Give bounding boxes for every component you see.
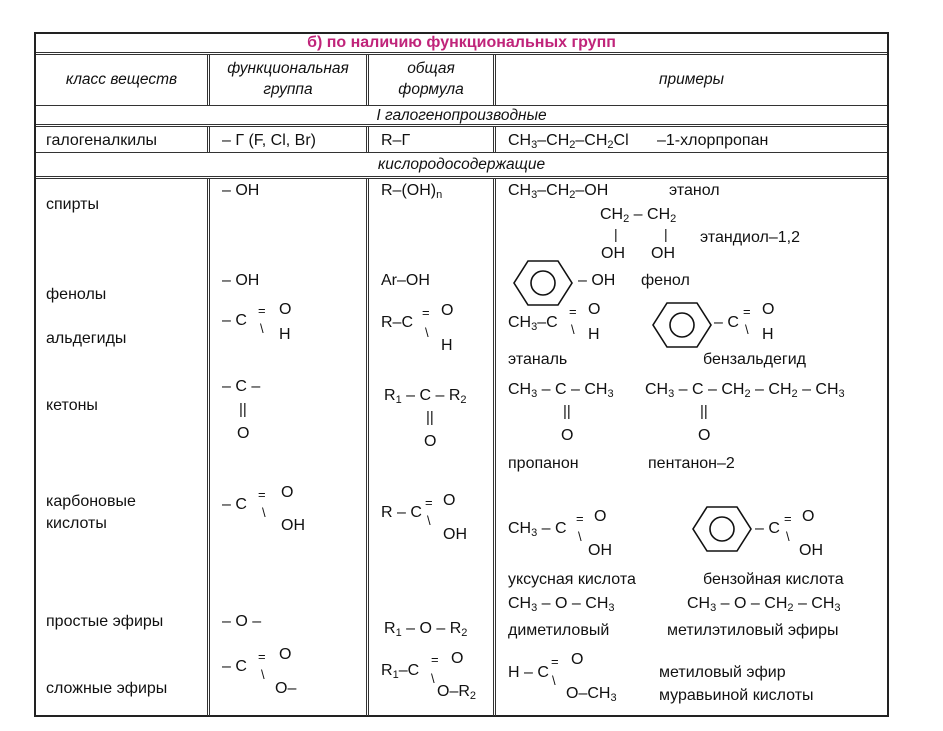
ethanediol-bond-left: | (614, 226, 618, 242)
section-halogen: I галогенопроизводные (376, 107, 547, 124)
ethanal-bond-h: \ (571, 322, 575, 337)
benzene-ring-benzoic (691, 504, 753, 554)
example-pentanone-name: пентанон–2 (648, 455, 735, 472)
header-group-line1: функциональная (227, 60, 349, 77)
class-ketones: кетоны (46, 397, 98, 414)
acetic-bond-o: = (576, 511, 584, 526)
ethanediol-oh-right: OH (651, 245, 675, 262)
group-esters-o: O (279, 646, 292, 663)
example-methylformate-formula: H – C (508, 664, 549, 681)
pentanone-o: O (698, 427, 711, 444)
benzoic-bond-o: = (784, 511, 792, 526)
benzaldehyde-bond-h: \ (745, 322, 749, 337)
example-ethanal-formula: $CH_3-C$ (508, 314, 558, 333)
formula-acids-oh: OH (443, 526, 467, 543)
example-methylethyl-name: метилэтиловый эфиры (667, 622, 839, 639)
group-esters-bond-o2: \ (261, 667, 265, 682)
section-divider-oxygen (36, 176, 887, 179)
pentanone-double-bond: || (700, 403, 708, 420)
table-title: б) по наличию функциональных групп (307, 34, 616, 51)
formula-haloalkyls: R–Г (381, 132, 411, 149)
propanone-double-bond: || (563, 403, 571, 420)
group-acids-bond-oh: \ (262, 505, 266, 520)
group-acids: – C (222, 496, 247, 513)
group-ketones-double-bond: || (239, 401, 247, 418)
header-formula-line2: формула (398, 81, 464, 98)
example-dimethyl-name: диметиловый (508, 622, 610, 639)
benzaldehyde-c: – C (714, 314, 739, 331)
group-aldehydes-h: H (279, 326, 291, 343)
benzoic-o: O (802, 508, 815, 525)
ethanal-h: H (588, 326, 600, 343)
example-benzaldehyde-name: бензальдегид (703, 351, 806, 368)
class-esters: сложные эфиры (46, 680, 168, 697)
formula-esters-bond-o: = (431, 652, 439, 667)
example-acetic-formula: $CH_3$ – C (508, 520, 567, 539)
example-acetic-name: уксусная кислота (508, 571, 636, 588)
formula-ketones-double-bond: || (426, 409, 434, 426)
formula-acids-bond-oh: \ (427, 513, 431, 528)
col-divider-1-body (207, 179, 210, 716)
group-esters-bond-o: = (258, 649, 266, 664)
group-esters-o-chain: O– (275, 680, 297, 697)
class-haloalkyls: галогеналкилы (46, 132, 158, 149)
header-group-line2: группа (263, 81, 313, 98)
formula-aldehydes-o: O (441, 302, 454, 319)
group-acids-o: O (281, 484, 294, 501)
example-benzoic-name: бензойная кислота (703, 571, 844, 588)
formula-alcohols (381, 183, 442, 199)
col-divider-2-body (366, 179, 369, 716)
section-divider-halogen (36, 124, 887, 127)
formula-esters-or2: $O-R_2$ (437, 683, 477, 702)
example-chloropropane-formula: $CH_3-CH_2-CH_2Cl$ (508, 132, 629, 151)
group-aldehydes-o: O (279, 301, 292, 318)
group-alcohols: – OH (222, 182, 260, 199)
benzoic-bond-oh: \ (786, 529, 790, 544)
formula-ethers: $R_1$ – O – $R_2$ (384, 620, 468, 639)
title-divider (36, 52, 887, 55)
example-ethanal-name: этаналь (508, 351, 568, 368)
benzoic-oh: OH (799, 542, 823, 559)
example-methylformate-name-line2: муравьиной кислоты (659, 687, 814, 704)
group-phenols: – OH (222, 272, 260, 289)
methylformate-och3: $O-CH_3$ (566, 685, 617, 704)
header-formula-line1: общая (407, 60, 455, 77)
col-divider-1-halo (207, 127, 210, 153)
example-methylformate-name-line1: метиловый эфир (659, 664, 786, 681)
class-alcohols: спирты (46, 196, 99, 213)
example-ethanol-formula: $CH_3-CH_2-OH$ (508, 182, 609, 201)
benzene-ring-phenol (512, 258, 574, 308)
col-divider-3-body (493, 179, 496, 716)
header-examples: примеры (658, 71, 725, 88)
group-ketones-o: O (237, 425, 250, 442)
formula-aldehydes-bond-o: = (422, 305, 430, 320)
ethanediol-bond-right: | (664, 226, 668, 242)
group-aldehydes-bond-h: \ (260, 321, 264, 336)
group-aldehydes-bond-o: = (258, 303, 266, 318)
group-ketones: – C – (222, 378, 261, 395)
example-propanone-name: пропанон (508, 455, 579, 472)
col-divider-3-halo (493, 127, 496, 153)
class-ethers: простые эфиры (46, 613, 164, 630)
benzaldehyde-h: H (762, 326, 774, 343)
acetic-oh: OH (588, 542, 612, 559)
formula-acids: R – C (381, 504, 422, 521)
header-divider (36, 105, 887, 106)
section-oxygen: кислородосодержащие (377, 156, 546, 173)
formula-alcohols-sub: n (436, 189, 443, 201)
group-haloalkyls: – Г (F, Cl, Br) (222, 132, 316, 149)
example-pentanone-formula: $CH_3$ – C – $CH_2 - CH_2 - CH_3$ (645, 381, 845, 400)
ethanal-o: O (588, 301, 601, 318)
example-propanone-formula: $CH_3$ – C – $CH_3$ (508, 381, 614, 400)
col-divider-2-halo (366, 127, 369, 153)
formula-acids-bond-o: = (425, 495, 433, 510)
example-ethanediol-name: этандиол–1,2 (700, 229, 800, 246)
ethanediol-oh-left: OH (601, 245, 625, 262)
class-acids-line2: кислоты (46, 515, 107, 532)
group-esters: – C (222, 658, 247, 675)
methylformate-o: O (571, 651, 584, 668)
acetic-bond-oh: \ (578, 529, 582, 544)
ethanal-bond-o: = (569, 304, 577, 319)
example-methylethyl-formula: $CH_3$ – O – $CH_2 - CH_3$ (687, 595, 841, 614)
example-phenol-name: фенол (641, 272, 690, 289)
row-divider-haloalkyls (36, 152, 887, 153)
example-dimethyl-formula: $CH_3$ – O – $CH_3$ (508, 595, 615, 614)
formula-esters-bond-or: \ (431, 671, 435, 686)
class-phenols: фенолы (46, 286, 107, 303)
class-aldehydes: альдегиды (46, 330, 127, 347)
formula-aldehydes: R–C (381, 314, 414, 331)
formula-ketones-o: O (424, 433, 437, 450)
header-class: класс веществ (65, 71, 178, 88)
formula-phenols: Ar–OH (381, 272, 430, 289)
methylformate-bond-o: = (551, 654, 559, 669)
group-acids-bond-o: = (258, 487, 266, 502)
benzaldehyde-bond-o: = (743, 304, 751, 319)
acetic-o: O (594, 508, 607, 525)
formula-acids-o: O (443, 492, 456, 509)
propanone-o: O (561, 427, 574, 444)
formula-aldehydes-bond-h: \ (425, 325, 429, 340)
formula-aldehydes-h: H (441, 337, 453, 354)
example-ethanol-name: этанол (669, 182, 720, 199)
benzaldehyde-o: O (762, 301, 775, 318)
formula-esters: $R_1-C$ (381, 662, 420, 681)
methylformate-bond-och3: \ (552, 673, 556, 688)
phenol-oh: – OH (578, 272, 616, 289)
group-acids-oh: OH (281, 517, 305, 534)
group-ethers: – O – (222, 613, 262, 630)
group-aldehydes: – C (222, 312, 247, 329)
benzene-ring-benzaldehyde (651, 300, 713, 350)
example-chloropropane-name: –1-хлорпропан (657, 132, 769, 149)
formula-alcohols-main: R–(OH) (381, 182, 437, 199)
class-acids-line1: карбоновые (46, 493, 136, 510)
example-ethanediol-chain: $CH_2 - CH_2$ (600, 206, 677, 225)
formula-ketones: $R_1$ – C – $R_2$ (384, 387, 467, 406)
formula-esters-o: O (451, 650, 464, 667)
benzoic-c: – C (755, 520, 780, 537)
